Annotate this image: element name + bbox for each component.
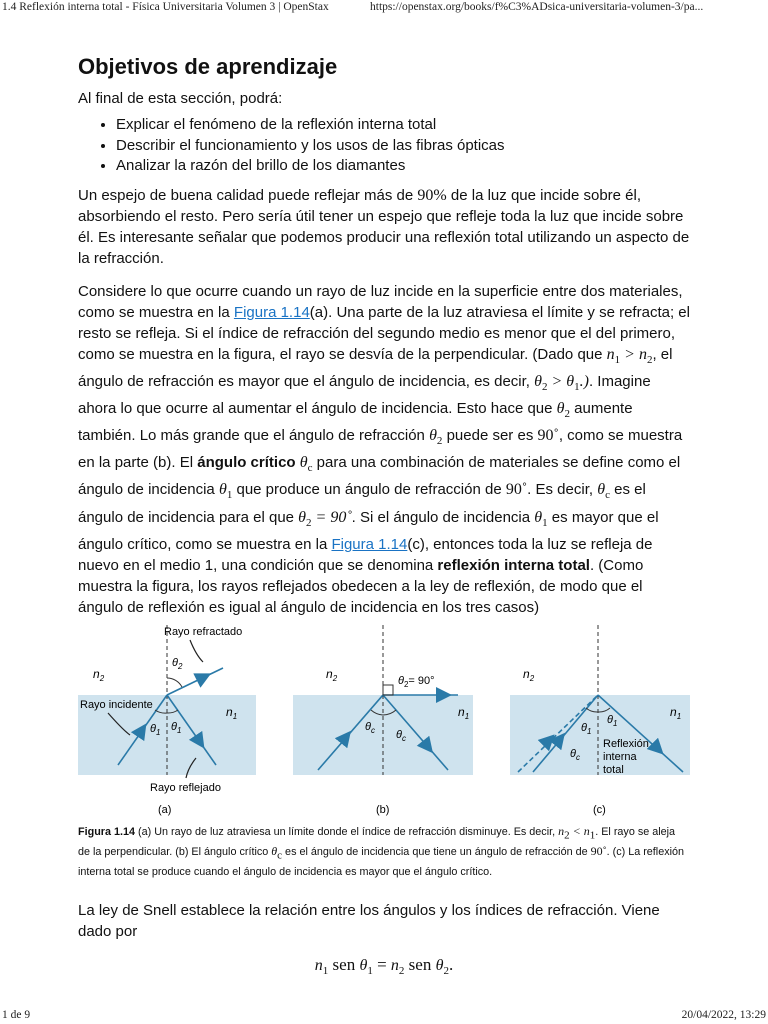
paragraph-mirror: Un espejo de buena calidad puede reflejar más de 90% de la luz que incide sobre él, absorbiendo el resto. Pero sería útil tener un espejo que refleje toda la luz que incide sobre él. Es interesante señalar que podemos producir una reflexión total utilizando un aspecto de la refracción. <box>78 186 690 267</box>
paragraph-critical-angle: Considere lo que ocurre cuando un rayo de luz incide en la superficie entre dos materiales, como se muestra en la Figura 1.14(a). Una parte de la luz atraviesa el límite y se refracta; el resto se refleja. Si el índice de refracción del segundo medio es menor que el del primero, como se muestra en la figura, el rayo se desvía de la perpendicular. (Dado que $n_1 > n_2$, el ángulo de refracción es mayor que el ángulo de incidencia, es decir, $\theta_2 > \theta_1$.). Imagine ahora lo que ocurre al aumentar el ángulo de incidencia. Esto hace que $\theta_2$ aumente también. Lo más grande que el ángulo de refracción $\theta_2$ puede ser es 90˚, como se muestra en la parte (b). El ángulo crítico $\theta_c$ para una combinación de materiales se define como el ángulo de incidencia $\theta_1$ que produce un ángulo de refracción de 90˚. Es decir, $\theta_c$ es el ángulo de incidencia para el que $\theta_2$ = 90˚. Si el ángulo de incidencia $\theta_1$ es mayor que el ángulo crítico, como se muestra en la Figura 1.14(c), entonces toda la luz se refleja de nuevo en el medio 1, una condición que se denomina reflexión interna total. (Como muestra la figura, los rayos reflejados obedecen a la ley de reflexión, de modo que el ángulo de reflexión es igual al ángulo de incidencia en los tres casos) <box>78 282 690 616</box>
thetac-label: $\theta_c$ <box>365 721 375 735</box>
page-count: 1 de 9 <box>2 1009 31 1021</box>
theta1-label: $\theta_1$ <box>607 714 618 728</box>
theta1-label: $\theta_1$ <box>150 723 161 737</box>
snell-equation: $n_1$ sen $\theta_1 = n_2$ sen $\theta_2$. <box>314 955 454 978</box>
panel-c <box>510 625 690 816</box>
glass-block <box>293 695 473 775</box>
print-header <box>0 0 768 18</box>
panel-label: (c) <box>593 804 606 816</box>
n1-label: $n_1$ <box>458 705 470 721</box>
refracted-ray <box>167 668 223 695</box>
print-datetime: 20/04/2022, 13:29 <box>681 1009 766 1021</box>
n2-label: $n_2$ <box>523 667 535 683</box>
theta1-label: $\theta_1$ <box>171 721 182 735</box>
panel-label: (a) <box>158 804 172 816</box>
objectives-list <box>78 115 690 177</box>
theta2-90-label: $\theta_2= 90^\circ$ <box>398 675 435 689</box>
label-reflected: Rayo reflejado <box>150 782 221 794</box>
n1-label: $n_1$ <box>226 705 238 721</box>
objective-item: • Analizar la razón del brillo de los diamantes <box>116 156 690 177</box>
tir-label-3: total <box>603 764 624 776</box>
objectives-intro: Al final de esta sección, podrá: <box>78 90 283 107</box>
glass-block <box>510 695 690 775</box>
figure-link[interactable]: Figura 1.14 <box>233 303 310 321</box>
theta2-label: $\theta_2$ <box>172 657 183 671</box>
tir-label-1: Reflexión <box>603 738 649 750</box>
thetac-label: $\theta_c$ <box>570 748 580 762</box>
section-title: Objetivos de aprendizaje <box>78 54 338 79</box>
panel-label: (b) <box>376 804 390 816</box>
page-title-header: 1.4 Reflexión interna total - Física Universitaria Volumen 3 | OpenStax <box>2 1 329 13</box>
n2-label: $n_2$ <box>326 667 338 683</box>
panel-b <box>293 625 473 816</box>
label-incident: Rayo incidente <box>80 699 153 711</box>
theta1-label: $\theta_1$ <box>581 722 592 736</box>
objective-item: • Explicar el fenómeno de la reflexión interna total <box>116 115 690 136</box>
page-url-header: https://openstax.org/books/f%C3%ADsica-universitaria-volumen-3/pa... <box>370 1 704 13</box>
panel-a <box>78 625 256 816</box>
n1-label: $n_1$ <box>670 705 682 721</box>
thetac-label: $\theta_c$ <box>396 729 406 743</box>
figure-link[interactable]: Figura 1.14 <box>331 535 408 553</box>
snell-intro: La ley de Snell establece la relación entre los ángulos y los índices de refracción. Viene dado por <box>78 902 660 940</box>
figure-caption: Figura 1.14 (a) Un rayo de luz atraviesa un límite donde el índice de refracción disminuye. Es decir, $n_2 < n_1$. El rayo se aleja de la perpendicular. (b) El ángulo crítico $\theta_c$ es el ángulo de incidencia que tiene un ángulo de refracción de 90˚. (c) La reflexión interna total se produce cuando el ángulo de incidencia es mayor que el ángulo crítico. <box>78 824 685 878</box>
label-refracted: Rayo refractado <box>164 626 243 638</box>
figure-1-14 <box>78 620 690 830</box>
main-content <box>78 52 690 618</box>
tir-label-2: interna <box>603 751 637 763</box>
n2-label: $n_2$ <box>93 667 105 683</box>
objective-item: • Describir el funcionamiento y los usos de las fibras ópticas <box>116 136 690 157</box>
